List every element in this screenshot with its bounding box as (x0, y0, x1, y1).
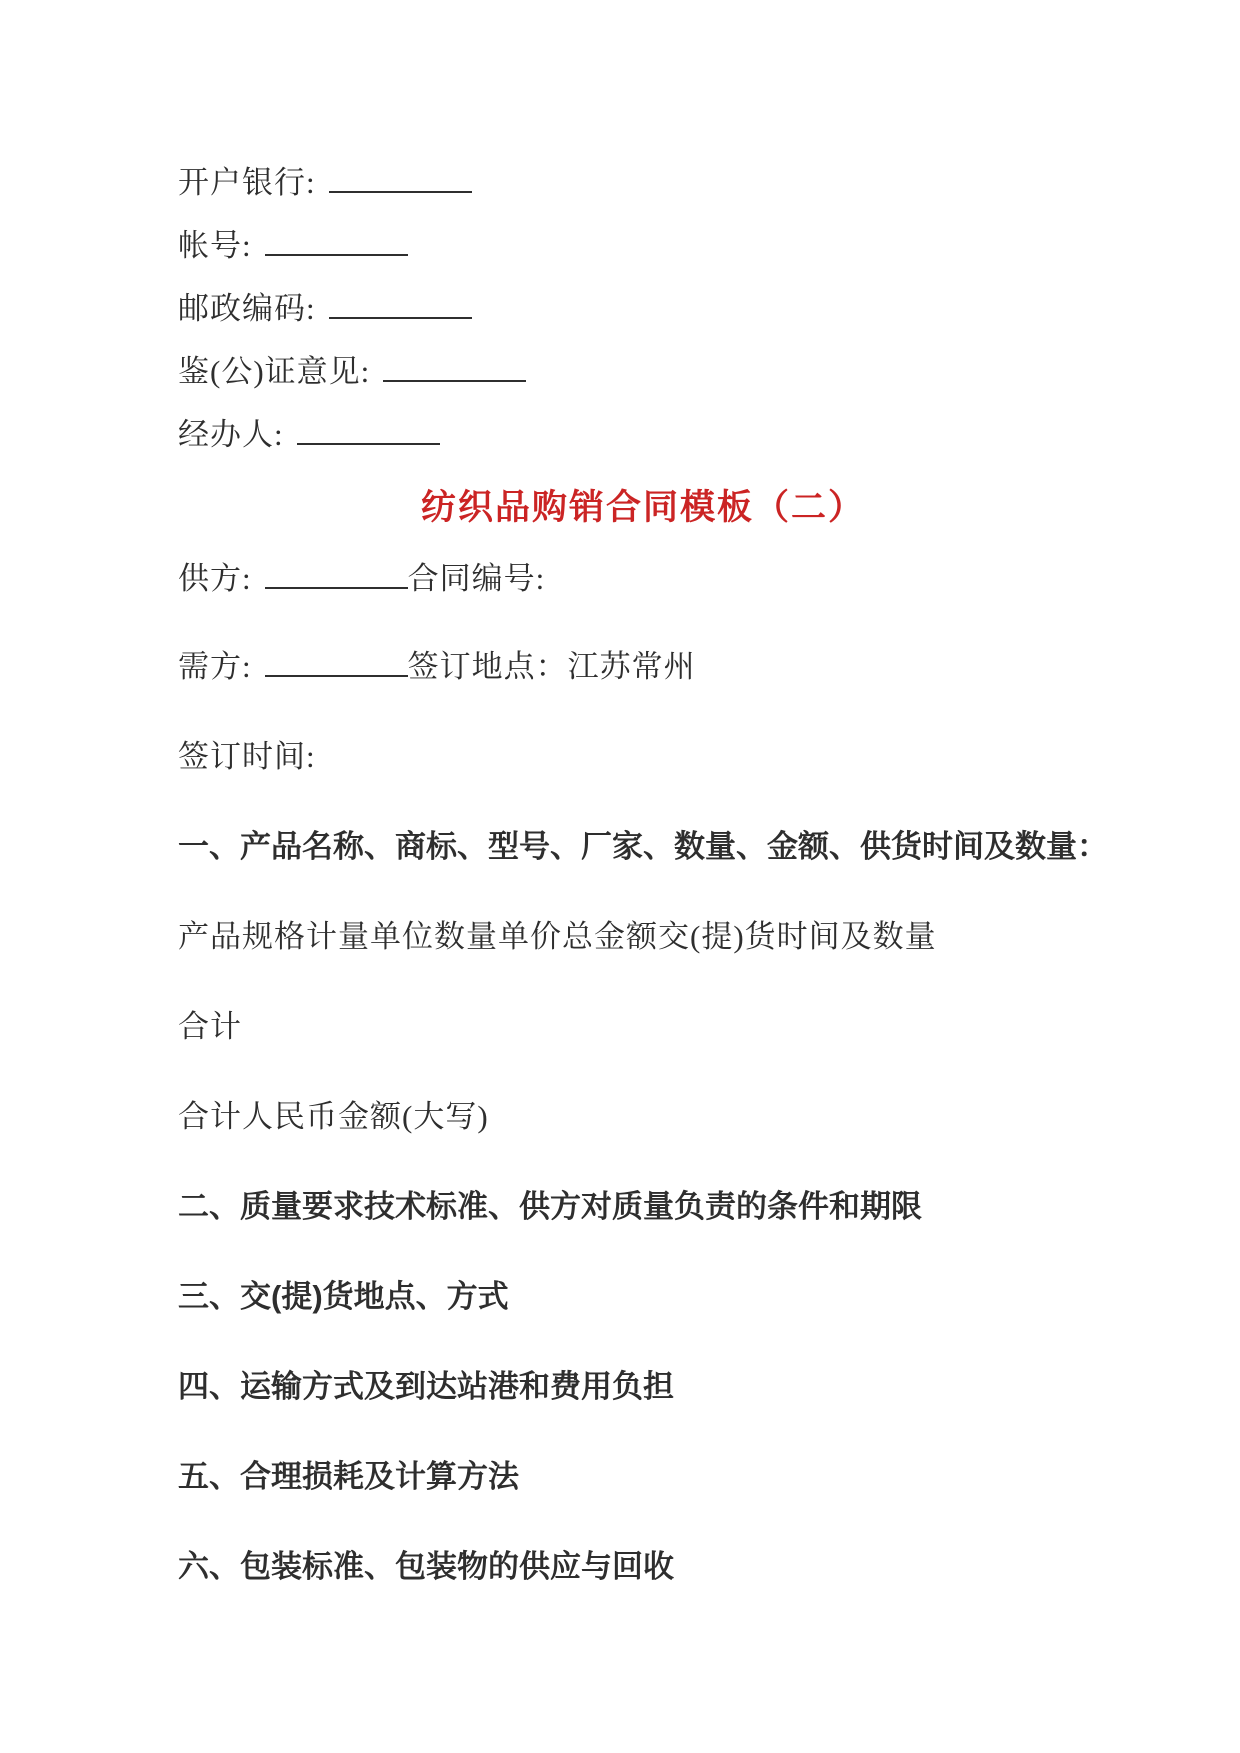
supplier-row (178, 562, 1108, 596)
section-5-heading: 五、合理损耗及计算方法 (178, 1459, 519, 1494)
signing-time-row: 签订时间: (178, 739, 316, 774)
section-1-heading: 一、产品名称、商标、型号、厂家、数量、金额、供货时间及数量： (178, 829, 1108, 864)
section-2-heading: 二、质量要求技术标准、供方对质量负责的条件和期限 (178, 1189, 922, 1224)
buyer-label: 需方: (178, 649, 252, 684)
supplier-blank-line (265, 563, 408, 589)
notarization-opinion-blank-line (383, 356, 526, 382)
section-6-heading: 六、包装标准、包装物的供应与回收 (178, 1549, 674, 1584)
postal-code-row (178, 292, 1108, 326)
page-title: 纺织品购销合同模板（二） (420, 488, 865, 527)
total-rmb-amount-line: 合计人民币金额(大写) (178, 1099, 489, 1134)
handler-row (178, 418, 1108, 452)
supplier-label: 供方: (178, 561, 252, 596)
account-number-row (178, 229, 1108, 263)
account-number-blank-line (265, 230, 408, 256)
postal-code-blank-line (329, 293, 472, 319)
buyer-row (178, 650, 1108, 684)
bank-name-label: 开户银行: (178, 165, 316, 200)
notarization-opinion-row (178, 355, 1108, 389)
signing-place-label: 签订地点：江苏常州 (407, 649, 696, 684)
account-number-label: 帐号: (178, 228, 252, 263)
product-spec-line: 产品规格计量单位数量单价总金额交(提)货时间及数量 (178, 919, 937, 954)
handler-blank-line (297, 419, 440, 445)
bank-name-row (178, 166, 1108, 200)
notarization-opinion-label: 鉴(公)证意见: (178, 354, 371, 389)
buyer-blank-line (265, 651, 408, 677)
total-line: 合计 (178, 1009, 242, 1044)
handler-label: 经办人: (178, 417, 284, 452)
document-content (178, 166, 1108, 1584)
section-4-heading: 四、运输方式及到达站港和费用负担 (178, 1369, 674, 1404)
contract-number-label: 合同编号: (407, 561, 546, 596)
postal-code-label: 邮政编码: (178, 291, 316, 326)
bank-name-blank-line (329, 167, 472, 193)
section-3-heading: 三、交(提)货地点、方式 (178, 1279, 509, 1314)
